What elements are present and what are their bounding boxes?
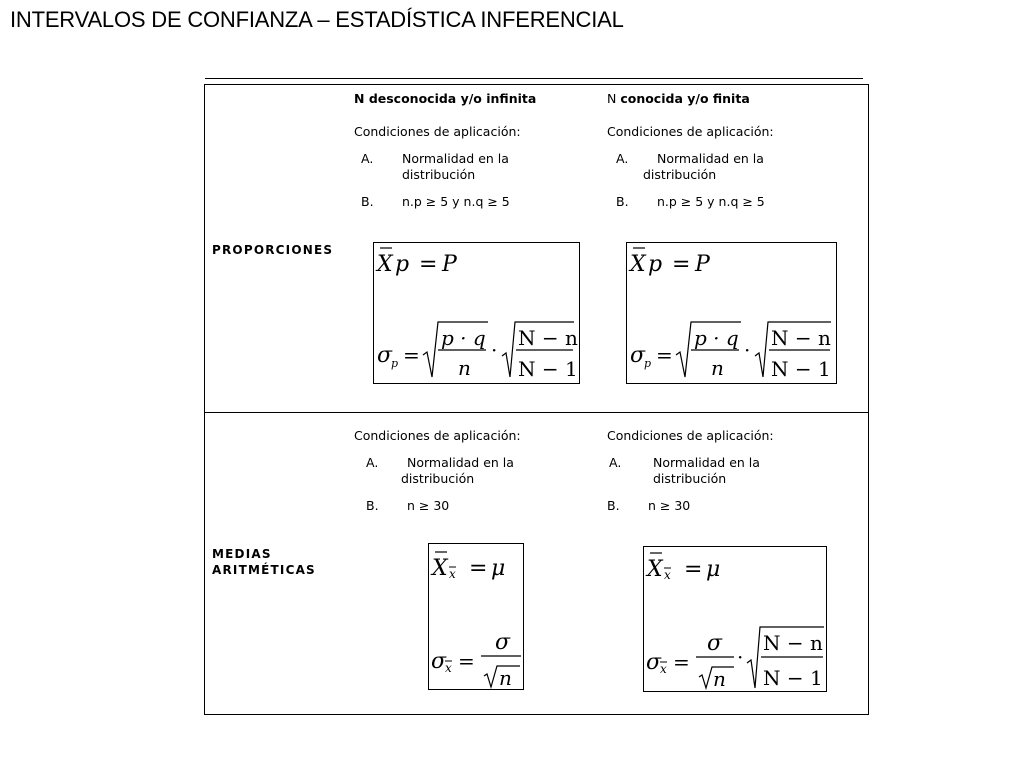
row-label-medias-aritmeticas: MEDIAS ARITMÉTICAS [212,547,316,577]
mean-formula [430,552,505,581]
svg-text:=: = [656,343,673,367]
svg-text:=: = [665,252,698,277]
svg-text:n: n [458,356,471,380]
svg-text:x: x [660,662,667,676]
svg-text:p: p [644,357,652,370]
formula-box-mean-finite [643,546,827,692]
mean-formula [645,553,720,582]
std-error-formula [630,322,831,381]
svg-text:n: n [713,667,726,691]
svg-text:N − n: N − n [518,326,578,350]
formula-box-proportion-infinite [373,242,580,384]
svg-text:σ: σ [377,343,393,368]
svg-text:X: X [377,252,393,277]
col2-header: N conocida y/o finita [607,91,750,106]
mean-formula [375,248,458,277]
condition-b: B. n ≥ 30 [607,498,691,513]
condition-b: B. n ≥ 30 [366,498,450,513]
svg-text:p: p [648,252,663,277]
svg-text:x: x [664,568,671,582]
row-divider [205,412,868,413]
condition-a: A. Normalidad en la distribución [366,455,514,486]
condition-b: B. n.p ≥ 5 y n.q ≥ 5 [616,194,765,209]
svg-text:=: = [403,343,420,367]
svg-text:x: x [445,661,452,675]
std-error-formula [377,322,578,381]
svg-text:X: X [432,556,448,581]
top-rule [205,78,863,79]
svg-text:n: n [499,666,512,690]
svg-text:p · q: p · q [694,326,739,350]
svg-text:σ: σ [495,630,511,655]
row-label-proporciones: PROPORCIONES [212,243,334,257]
conditions-title: Condiciones de aplicación: [354,428,521,443]
formula-box-proportion-finite [626,242,837,384]
svg-text:=: = [677,557,710,582]
svg-text:p: p [391,357,399,370]
conditions-title: Condiciones de aplicación: [607,124,774,139]
svg-text:N − 1: N − 1 [771,357,831,381]
col1-header: N desconocida y/o infinita [354,91,537,106]
svg-text:·: · [737,645,744,669]
svg-text:p: p [395,252,410,277]
svg-text:p · q: p · q [441,326,486,350]
svg-text:x: x [449,567,456,581]
svg-text:σ: σ [630,343,646,368]
condition-a: A. Normalidad en la distribución [616,151,764,182]
svg-text:N − 1: N − 1 [518,357,578,381]
svg-text:P: P [442,252,457,277]
formula-box-mean-infinite [428,543,524,690]
slide-title: INTERVALOS DE CONFIANZA – ESTADÍSTICA INFERENCIAL [10,7,624,32]
conditions-title: Condiciones de aplicación: [607,428,774,443]
svg-text:σ: σ [431,649,447,674]
condition-b: B. n.p ≥ 5 y n.q ≥ 5 [361,194,510,209]
svg-text:N − n: N − n [771,326,831,350]
svg-text:=: = [462,556,495,581]
svg-text:=: = [673,650,690,674]
conditions-title: Condiciones de aplicación: [354,124,521,139]
svg-text:N − 1: N − 1 [763,666,823,690]
std-error-formula [431,630,521,690]
svg-text:μ: μ [491,556,506,581]
condition-a: A. Normalidad en la distribución [361,151,509,182]
svg-text:=: = [458,649,475,673]
svg-text:σ: σ [707,631,723,656]
mean-formula [628,248,711,277]
svg-text:σ: σ [646,650,662,675]
svg-text:·: · [744,338,751,362]
std-error-formula [646,627,824,691]
svg-text:μ: μ [706,557,721,582]
condition-a: A. Normalidad en la distribución [609,455,760,486]
svg-text:X: X [647,557,663,582]
svg-text:n: n [711,356,724,380]
svg-text:X: X [630,252,646,277]
svg-text:=: = [412,252,445,277]
svg-text:·: · [491,338,498,362]
svg-text:N − n: N − n [763,631,823,655]
svg-text:P: P [695,252,710,277]
